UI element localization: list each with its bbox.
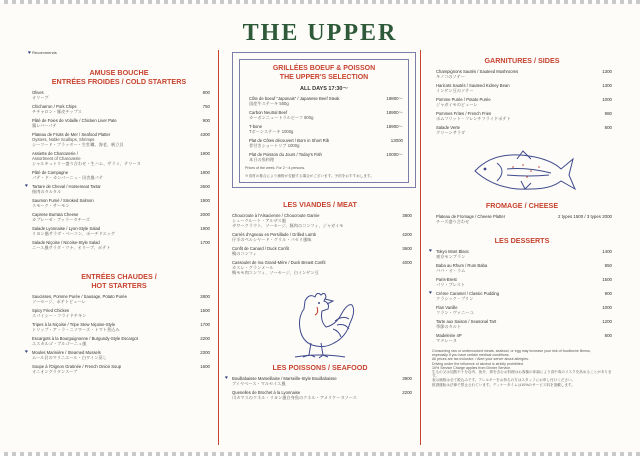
item-price: 4200 (402, 232, 412, 237)
menu-item (228, 260, 412, 275)
item-name: Tripes à la Niçoise / Tripe Stew Niçoise-Style (32, 322, 116, 327)
item-name: T-bone (249, 124, 263, 129)
fine-print-line: Driving under the influence of alcohol is strictly prohibited. (432, 361, 524, 366)
menu-item (432, 69, 612, 79)
top-border (0, 0, 640, 4)
section-heading (28, 272, 210, 290)
item-name: Salade Niçoise / Nicoise-Style Salad (32, 240, 100, 245)
item-price: 980 (604, 111, 612, 116)
section-heading (432, 201, 612, 210)
menu-item (245, 110, 403, 120)
menu-item (28, 118, 210, 128)
recommend-legend (28, 50, 210, 58)
item-description: ポムフリット・フレンチフライドポテト (436, 116, 511, 121)
menu-item (432, 319, 612, 329)
item-name: Crème Caramel / Classic Pudding (436, 291, 500, 296)
item-name: Baba au Rhum / Rum Baba (436, 263, 488, 268)
item-description: Assortment of Charcuterie (32, 156, 81, 161)
item-price: 800 (604, 125, 612, 130)
menu-item (28, 240, 210, 250)
item-name: Plateau de Fruits de Mer / Seafood Platter (32, 132, 111, 137)
item-price: 13000 (390, 138, 403, 143)
item-description: ブイヤベース・マルセイユ風 (232, 381, 286, 386)
fine-print-line: 表示価格は全て税込みです。アレルギーをお持ちの方はスタッフにお申し付けください。 (432, 378, 576, 383)
item-name: Chicharron / Pork Chips (32, 104, 77, 109)
box-note: Prices of the week. For 2〜4 persons. (245, 166, 306, 170)
item-name: Olives (32, 90, 44, 95)
item-price: 750 (202, 104, 210, 109)
section-heading-line: LES VIANDES / MEAT (283, 200, 357, 209)
menu-item (28, 104, 210, 114)
item-price: 1600 (200, 364, 210, 369)
menu-item (432, 263, 612, 273)
section-heading-line: GARNITURES / SIDES (484, 56, 560, 65)
item-price: 19800〜 (386, 96, 403, 101)
item-description: インゲン豆のソテー (436, 88, 474, 93)
item-description: スモーク・サーモン (32, 203, 70, 208)
grill-selection-inner (239, 59, 409, 183)
menu-item (28, 198, 210, 208)
item-description: グリーンサラダ (436, 130, 466, 135)
menu-item (25, 349, 210, 360)
item-description: ムール貝のマリニエール・白ワイン蒸し (32, 355, 107, 360)
item-price: 2600 (200, 184, 210, 189)
recommend-label: Recommends (32, 50, 57, 55)
item-description: ババ・オ・ラム (436, 268, 466, 273)
item-name: Tarte aux Saison / Seasonal Tart (436, 319, 497, 324)
item-name: Saumon Fumé / Smoked Salmon (32, 198, 94, 203)
item-name: Tartare de Cheval / Horsemeat Tartar (32, 184, 101, 189)
item-description: シャルキュトリー盛り合わせ・生ハム、サラミ、テリーヌ (32, 161, 141, 166)
heart-icon: ♥ (25, 183, 28, 189)
item-description: フラン・ヴァニーユ (436, 310, 474, 315)
section-heading (228, 200, 412, 209)
item-description: キノコのソテー (436, 74, 465, 79)
item-description: 東京モンブラン (436, 254, 466, 259)
item-description: Oysters, Noble Scallops, Shrimps (32, 137, 95, 142)
item-name: Pâté de Foies de Volaille / Chicken Liver Pate (32, 118, 117, 123)
item-description: 本日の魚料理 (249, 157, 275, 162)
item-price: 2200 (402, 390, 412, 395)
item-price: 3800 (402, 213, 412, 218)
menu-item (28, 336, 210, 346)
column-divider (420, 50, 421, 445)
item-price: 950 (604, 263, 612, 268)
section-heading-line: LES POISSONS / SEAFOOD (272, 363, 368, 372)
menu-item (28, 132, 210, 147)
item-name: Moules Marinière / Steamed Mussels (32, 350, 101, 355)
menu-item (432, 83, 612, 93)
item-description: パリ・ブレスト (436, 282, 466, 287)
heart-icon: ♥ (429, 248, 432, 254)
item-description: 骨付きショートリブ 1000g (249, 143, 300, 148)
item-price: 18900〜 (386, 110, 403, 115)
item-description: チーズ盛り合わせ (436, 219, 470, 224)
menu-item (432, 111, 612, 121)
heart-icon: ♥ (28, 50, 31, 56)
item-price: 2800 (200, 294, 210, 299)
item-price: 800 (202, 90, 210, 95)
menu-item (432, 125, 612, 135)
item-description: シーフード・プラッター・生牡蠣、海老、帆立貝 (32, 142, 124, 147)
item-price: 1900 (200, 151, 210, 156)
item-name: Salade Verte (436, 125, 460, 130)
menu-item (228, 390, 412, 400)
item-price: 2300 (200, 350, 210, 355)
item-name: Plat de Côtes découvert / Born in Short Rib (249, 138, 330, 143)
item-description: 鴨のコンフィ (232, 251, 257, 256)
heart-icon: ♥ (429, 290, 432, 296)
bottom-border (0, 452, 640, 456)
menu-item (432, 97, 612, 107)
item-name: Assiette de Charcuterie / (32, 151, 78, 156)
item-price: 1900 (200, 226, 210, 231)
menu-item (25, 183, 210, 194)
fine-print-line: 飲酒運転は法律で禁止されています。ディナータイムは10%のサービス料を頂戴します。 (432, 382, 575, 387)
section-heading-line: ENTRÉES FROIDES / COLD STARTERS (51, 77, 187, 86)
item-price: 1400 (602, 249, 612, 254)
item-name: Spicy Fried Chicken (32, 308, 70, 313)
item-price: 4300 (200, 132, 210, 137)
item-description: オニオングラタンスープ (32, 369, 78, 374)
item-name: Madeleine 4P (436, 333, 462, 338)
item-name: Plat de Poisson du Jours / Today's Fish (249, 152, 322, 157)
menu-item (28, 364, 210, 374)
item-description: 仔羊のペルシヤード・グリル・パセリ風味 (232, 237, 312, 242)
menu-item (28, 294, 210, 304)
item-name: Pommes Frites / French Fries (436, 111, 492, 116)
item-description: ニース風サラダ・ツナ、オリーブ、ポテト (32, 245, 111, 250)
column-divider (218, 50, 219, 445)
menu-item (225, 375, 412, 386)
section-heading-line: GRILLÉES BOEUF & POISSON (272, 65, 376, 72)
item-description: チチャロン・豚皮チップス (32, 109, 82, 114)
section-heading (245, 64, 403, 82)
section-heading (228, 363, 412, 372)
left-column (25, 48, 210, 374)
box-note: ※食材の都合により価格が変動する場合がございます。予約をおすすめします。 (245, 174, 374, 178)
fish-illustration (467, 141, 577, 197)
item-description: 川カマスのクネル・リヨン風白身魚のクネル・アメリケーヌソース (232, 395, 357, 400)
item-name: Champignons Sautés / Sauteed Mushrooms (436, 69, 519, 74)
item-description: スパイシー・フライドチキン (32, 313, 87, 318)
item-name: Pomme Purée / Potato Purée (436, 97, 491, 102)
menu-item (432, 277, 612, 287)
item-description: オリーブ (32, 95, 49, 100)
heart-icon: ♥ (225, 375, 228, 381)
item-name: Carrés d'Agneau en Persillade / Grilled Lamb (232, 232, 316, 237)
menu-item (228, 246, 412, 256)
fine-print (432, 349, 612, 387)
menu-item (429, 290, 612, 301)
item-name: Plateau de Fromage / Cheese Platter (436, 214, 506, 219)
item-description: ザワークラウト、ソーセージ、豚肉のコンフィ、ジャガイモ (232, 223, 344, 228)
menu-item (28, 170, 210, 180)
item-price: 1800 (200, 170, 210, 175)
section-heading-line: AMUSE BOUCHE (89, 68, 149, 77)
item-price: 900 (604, 291, 612, 296)
item-description: カーボンニュートラルビーフ 800g (249, 115, 314, 120)
item-price: 2000 (200, 212, 210, 217)
item-name: Caprese Burrata Cheese (32, 212, 79, 217)
item-name: Paris-Brest (436, 277, 457, 282)
item-name: Soupe à l'Oignon Gratinée / French Onion Soup (32, 364, 122, 369)
item-description: クラシック・プリン (436, 296, 474, 301)
item-price: 10000〜 (386, 152, 403, 157)
item-price: 1900 (200, 198, 210, 203)
right-column (429, 48, 612, 387)
section-heading-line: HOT STARTERS (91, 281, 147, 290)
grill-selection-box (232, 52, 416, 188)
heart-icon: ♥ (25, 349, 28, 355)
item-price: 1700 (200, 240, 210, 245)
fine-print-line: especially if you have certain medical conditions. (432, 353, 510, 358)
fine-print-line: Consuming raw or undercooked meats, seafood, or egg may increase your risk of foodborne illness, (432, 349, 591, 353)
section-heading (432, 56, 612, 65)
item-name: Pâté de Campagne (32, 170, 69, 175)
item-price: 4000 (402, 260, 412, 265)
item-description: リヨン風サラダ・ベーコン、ポーチドエッグ (32, 231, 116, 236)
item-name: Côte de boeuf "Japonais" / Japanese Beef Steak (249, 96, 340, 101)
section-heading-line: ENTRÉES CHAUDES / (81, 272, 157, 281)
item-price: 800 (604, 333, 612, 338)
menu-item (28, 322, 210, 332)
menu-item (245, 124, 403, 134)
center-column (225, 48, 412, 400)
menu-item (28, 151, 210, 166)
item-name: Salade Lyonnaise / Lyon-Style Salad (32, 226, 101, 231)
menu-item (432, 305, 612, 315)
item-price: 3600 (402, 246, 412, 251)
item-price: 1500 (602, 277, 612, 282)
item-description: Tボーンステーキ 1000g (249, 129, 294, 134)
item-description: マドレーヌ (436, 338, 457, 343)
item-description: エスカルゴ・ブルゴーニュ風 (32, 341, 87, 346)
item-description: 桜肉のタルタル (32, 189, 62, 194)
item-description: 鶏レバーパテ (32, 123, 57, 128)
section-heading-line: FROMAGE / CHEESE (485, 201, 559, 210)
service-hours: ALL DAYS 17:30〜 (300, 86, 348, 92)
menu-item (432, 214, 612, 224)
menu-item (28, 308, 210, 318)
item-price: 2200 (200, 336, 210, 341)
fine-print-line: 生もの又は加熱不十分な肉、魚介、卵を含むお料理はお客様の体調により食中毒のリスクを高めることがあります。 (432, 370, 612, 379)
section-heading (432, 236, 612, 245)
item-description: ソーセージ、ポテトピューレ (32, 299, 86, 304)
item-name: Haricots Sautés / Sauteed Kidney Bean (436, 83, 510, 88)
section-heading (28, 68, 210, 86)
fine-print-line: All prices are tax inclusive. / Alert your server about allergies. (432, 357, 529, 362)
menu-item (28, 212, 210, 222)
item-name: Escargots à la Bourguignonne / Burgundy-Style Escargot (32, 336, 138, 341)
item-price: 3900 (402, 376, 412, 381)
menu-item (28, 226, 210, 236)
section-heading-line: LES DESSERTS (494, 236, 550, 245)
menu-item (432, 333, 612, 343)
item-description: ジャガイモのピューレ (436, 102, 478, 107)
item-name: Flan Vanille (436, 305, 458, 310)
item-name: Carbon Neutral Beef (249, 110, 288, 115)
fine-print-line: 10% Service Charge applies from Dinner Service. (432, 365, 512, 370)
item-description: パテ・ド・カンパーニュ・田舎風パテ (32, 175, 103, 180)
menu-item (28, 90, 210, 100)
item-price: 1000 (602, 305, 612, 310)
item-name: Choucroute à l'Alsacienne / Choucroute Garnie (232, 213, 320, 218)
item-name: Confit de Canard / Duck Confit (232, 246, 289, 251)
item-price: 2 types 1500 / 3 types 2000 (558, 214, 612, 219)
item-price: 1300 (602, 69, 612, 74)
item-description: シュークルート・アルザス風 (232, 218, 286, 223)
item-name: Saucisses, Pomme Purée / Sausage, Potato Purée (32, 294, 127, 299)
item-price: 1000 (602, 97, 612, 102)
item-name: Bouillabaisse Marseillaise / Marseille-Style Bouillabaisse (232, 376, 337, 381)
item-name: Cassoulet de ma Grand-Mère / Duck Breast Confit (232, 260, 326, 265)
item-price: 1200 (602, 319, 612, 324)
item-description: 国産牛ステーキ 500g (249, 101, 289, 106)
item-price: 900 (202, 118, 210, 123)
item-description: 季節のタルト (436, 324, 462, 329)
menu-item (245, 152, 403, 162)
menu-item (245, 96, 403, 106)
item-description: 鴨モモ肉コンフィ、ソーセージ、白インゲン豆 (232, 270, 319, 275)
item-description: カプレーゼ・ブッラータチーズ (32, 217, 90, 222)
menu-item (228, 213, 412, 228)
item-description: カスレ・グランメール (232, 265, 274, 270)
rooster-illustration (275, 281, 365, 361)
menu-item (429, 248, 612, 259)
menu-item (245, 138, 403, 148)
item-name: Tokyo Mont Blanc (436, 249, 470, 254)
section-heading-line: THE UPPER'S SELECTION (279, 74, 369, 81)
item-price: 1500 (200, 308, 210, 313)
menu-item (228, 232, 412, 242)
menu-title: THE UPPER (242, 20, 398, 46)
item-name: Quenelles de Brochet à la Lyonnaise (232, 390, 301, 395)
item-price: 1700 (200, 322, 210, 327)
item-price: 18900〜 (386, 124, 403, 129)
item-price: 1300 (602, 83, 612, 88)
item-description: トリップ・ア・ラ・ニソワーズ・トマト煮込み (32, 327, 120, 332)
